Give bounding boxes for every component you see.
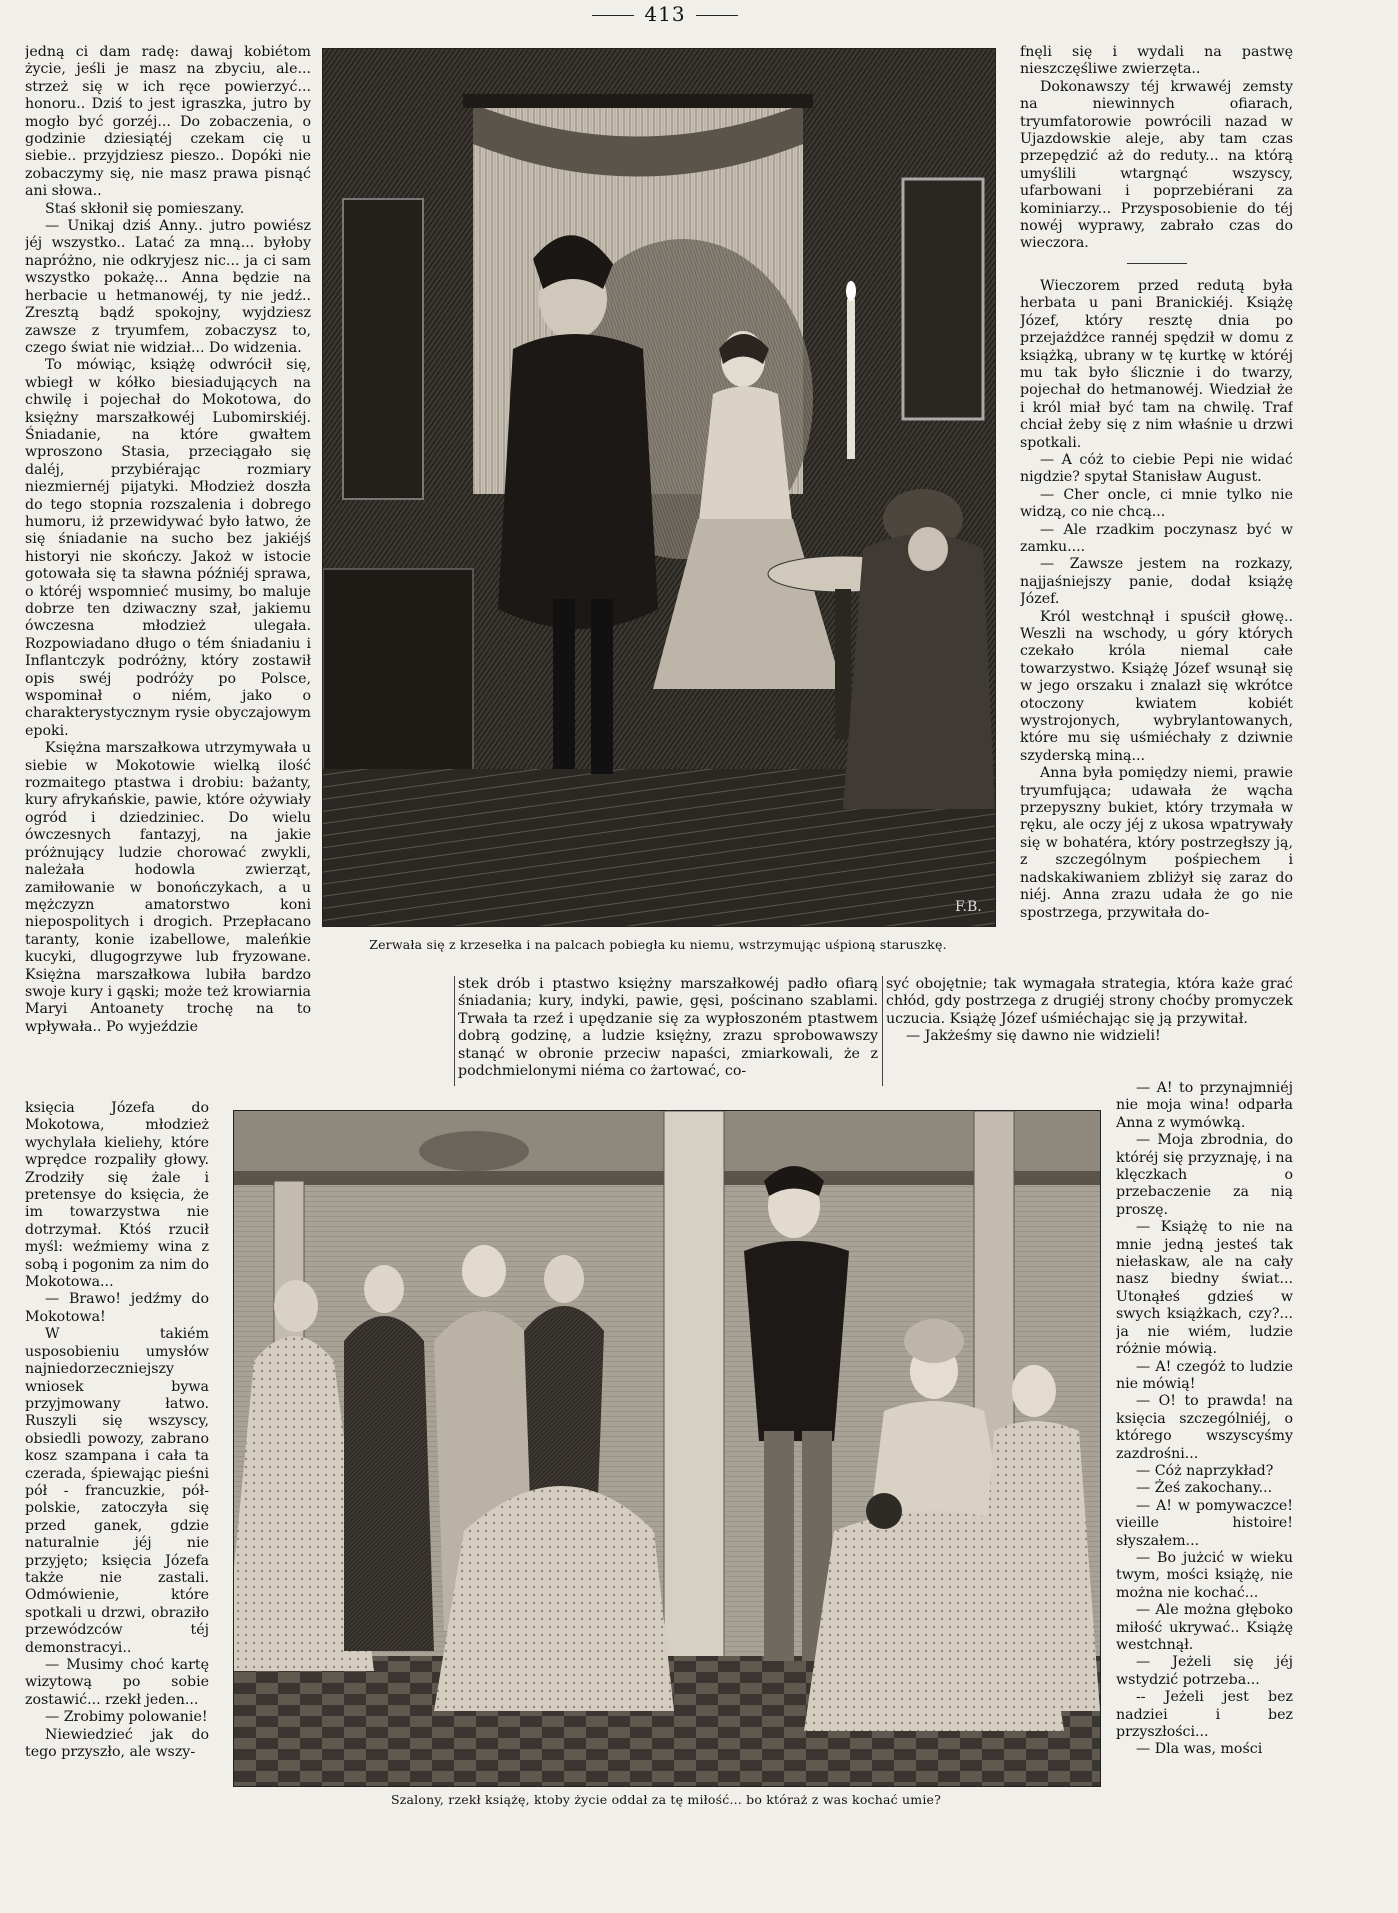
paragraph: — A! to przynajmniéj nie moja wina! odparła Anna z wymówką.	[1116, 1080, 1293, 1131]
paragraph: Staś skłonił się pomieszany.	[45, 200, 245, 217]
page-number: 413	[580, 2, 750, 26]
right-column-top	[1020, 44, 1293, 1054]
paragraph: — A cóż to ciebie Pepi nie widać nigdzie? spytał Stanisław August.	[1020, 451, 1293, 486]
paragraph: — Książę to nie na mnie jedną jesteś tak niełaskaw, ale na cały nasz biedny świat... Utonąłeś gdzieś w swych książkach, czy?... ja nie wiém, ludzie różnie mówią.	[1116, 1219, 1293, 1358]
left-column-top	[25, 44, 311, 1104]
paragraph: jedną ci dam radę: dawaj kobiétom życie, jeśli je masz na zbyciu, ale... strzeż się w ich ręce powierzyć... honoru.. Dziś to jest igraszka, jutro by mogło być gorzéj... Do zobaczenia, o godzinie dziesiątéj czekam cię u siebie.. przyjdziesz pieszo.. Dopóki nie zobaczymy się, nie masz prawa pisnąć ani słowa..	[25, 44, 311, 200]
left-column-continuation	[25, 976, 452, 1086]
paragraph: — Dla was, mości	[1136, 1741, 1263, 1758]
paragraph: — Unikaj dziś Anny.. jutro powiész jéj wszystko.. Latać za mną... byłoby napróżno, nie odkryjesz nic... ja ci sam wszystko pokażę... Anna będzie na herbacie u hetmanowéj, ty nie jedź.. Zresztą bądź spokojny, wyjdziesz zawsze z tryumfem, zobaczysz to, czego świat nie widział... Do widzenia.	[25, 218, 311, 356]
paragraph: — Ale można głęboko miłość ukrywać.. Książę westchnął.	[1116, 1602, 1293, 1653]
paragraph: Księżna marszałkowa utrzymywała u siebie w Mokotowie wielką ilość rozmaitego ptastwa i drobiu: bażanty, kury afrykańskie, pawie, które ożywiały ogród i dziedziniec. Do wielu ówczesnych fantazyj, na jakie próżnujący ludzie chorować zwykli, należała hodowla zwierząt, zamiłowanie w bonończykach, a u mężczyzn amatorstwo koni niepospolitych i drogich. Przepłacano taranty, konie izabellowe, maleńkie kucyki, dlugogrzywe lub fryzowane. Księżna marszałkowa lubiła bardzo swoje kury i gąski; może też krowiarnia Maryi Antoanety trochę na to wpływała.. Po wyjeździe	[25, 740, 311, 1035]
paragraph: syć obojętnie; tak wymagała strategia, która każe grać chłód, gdy postrzega z drugiéj strony choćby promyczek uczucia. Książę Józef uśmiéchając się ją przywitał.	[886, 976, 1293, 1027]
artist-signature: F.B.	[955, 899, 982, 915]
paragraph: Anna była pomiędzy niemi, prawie tryumfująca; udawała że wącha przepyszny bukiet, który trzymała w ręku, ale oczy jéj z ukosa wpatrywały się w bohatéra, który postrzegłszy ją, z szczególnym pośpiechem i nadskakiwaniem zbliżył się zaraz do niéj. Anna zrazu udała że go nie spostrzega, przywitała do-	[1020, 765, 1293, 921]
paragraph: księcia Józefa do Mokotowa, młodzież wychylała kieliehy, które wprędce rozpaliły głowy. Zrodziły się żale i pretensye do księcia, że im towarzystwa nie dotrzymał. Któś rzucił myśl: weźmiemy wina z sobą i pogonim za nim do Mokotowa...	[25, 1100, 209, 1291]
paragraph: W takiém usposobieniu umysłów najniedorzeczniejszy wniosek bywa przyjmowany łatwo. Ruszyli się wszyscy, obsiedli powozy, zabrano kosz szampana i cała ta czerada, śpiewając pieśni pół - francuzkie, pół-polskie, zatoczyła się przed ganek, gdzie naturalnie jéj nie przyjęto; księcia Józefa także nie zastali. Odmówienie, które spotkali u drzwi, obraziło przewódzców téj demonstracyi..	[25, 1326, 209, 1656]
column-divider	[454, 976, 455, 1086]
paragraph: — Cóż naprzykład?	[1136, 1462, 1274, 1479]
middle-right-column	[886, 976, 1293, 1086]
paragraph: Wieczorem przed redutą była herbata u pani Branickiéj. Książę Józef, który resztę dnia po przejażdżce rannéj spędził w domu z książką, ubrany w tę kurtkę w któréj mu tak było ślicznie i do twarzy, pojechał do hetmanowéj. Wiedział że i król miał być tam na chwilę. Traf chciał żeby się z nim właśnie u drzwi spotkali.	[1020, 277, 1293, 451]
paragraph: — Musimy choć kartę wizytową po sobie zostawić... rzekł jeden...	[25, 1657, 209, 1708]
paragraph: — Cher oncle, ci mnie tylko nie widzą, co nie chcą...	[1020, 486, 1293, 521]
top-illustration-caption: Zerwała się z krzesełka i na palcach pobiegła ku niemu, wstrzymując uśpioną staruszkę.	[369, 937, 947, 952]
paragraph: — A! w pomywaczce! vieille histoire! słyszałem...	[1116, 1497, 1293, 1549]
paragraph: — Żeś zakochany...	[1136, 1480, 1273, 1497]
middle-column	[458, 976, 878, 1086]
paragraph: Król westchnął i spuścił głowę.. Weszli na wschody, u góry których czekało króla niemal całe towarzystwo. Książę Józef wsunął się w jego orszaku i znalazł się wkrótce otoczony kwiatem kobiét wystrojonych, wybrylantowanych, które mu się uśmiéchały z dziwnie szyderską miną...	[1020, 608, 1293, 764]
paragraph: Niewiedzieć jak do tego przyszło, ale wszy-	[25, 1726, 209, 1761]
paragraph: — A! czegóż to ludzie nie mówią!	[1116, 1358, 1293, 1392]
paragraph: -- Jeżeli jest bez nadziei i bez przyszłości...	[1116, 1689, 1293, 1741]
paragraph: — Brawo! jedźmy do Mokotowa!	[25, 1291, 209, 1325]
paragraph: — Jeżeli się jéj wstydzić potrzeba...	[1116, 1654, 1293, 1688]
bottom-illustration-caption: Szalony, rzekł książę, ktoby życie oddał za tę miłość... bo któraż z was kochać umie?	[390, 1792, 942, 1807]
paragraph: — Ale rzadkim poczynasz być w zamku....	[1020, 521, 1293, 555]
paragraph: fnęli się i wydali na pastwę nieszczęśliwe zwierzęta..	[1020, 44, 1293, 78]
paragraph: — O! to prawda! na księcia szczególniéj, o którego wszyscyśmy zazdrośni...	[1116, 1393, 1293, 1462]
right-column-bottom	[1116, 1080, 1293, 1880]
section-separator	[1127, 263, 1187, 264]
paragraph: — Zrobimy polowanie!	[45, 1709, 208, 1726]
paragraph: — Moja zbrodnia, do któréj się przyznaję, i na klęczkach o przebaczenie za nią proszę.	[1116, 1132, 1293, 1218]
paragraph: — Jakżeśmy się dawno nie widzieli!	[906, 1028, 1161, 1045]
paragraph: — Zawsze jestem na rozkazy, najjaśniejszy panie, dodał książę Józef.	[1020, 556, 1293, 608]
paragraph: — Bo jużcić w wieku twym, mości książę, nie można nie kochać...	[1116, 1549, 1293, 1601]
column-divider	[882, 976, 883, 1086]
bottom-illustration	[233, 1110, 1101, 1787]
top-illustration	[322, 48, 996, 927]
paragraph: Dokonawszy téj krwawéj zemsty na niewinnych ofiarach, tryumfatorowie powrócili nazad w Ujazdowskie aleje, aby tam czas przepędzić aż do reduty... na którą umyślili wtargnąć wszyscy, ufarbowani i poprzebiérani za kominiarzy... Przysposobienie do téj nowéj wyprawy, zabrało czas do wieczora.	[1020, 78, 1293, 252]
paragraph: To mówiąc, książę odwrócił się, wbiegł w kółko biesiadujących na chwilę i pojechał do Mokotowa, do księżny marszałkowéj Lubomirskiéj. Śniadanie, na które gwałtem wproszono Stasia, przeciągało się daléj, przybiérając rozmiary niezmiernéj pijatyki. Młodzież doszła do tego stopnia rozszalenia i dobrego humoru, iż przewidywać było łatwo, że się śniadanie na sucho bez jakiéjś historyi nie skończy. Jakoż w istocie gotowała się ta sławna późniéj sprawa, o któréj wspomnieć musimy, bo maluje dobrze ten dziwaczny szał, jakiemu ówczesna młodzież ulegała. Rozpowiadano długo o tém śniadaniu i Inflantczyk podróżny, który zostawił opis swéj podróży po Polsce, wspominał o niém, jako o charakterystycznym rysie obyczajowym epoki.	[25, 357, 311, 739]
paragraph: stek drób i ptastwo księżny marszałkowéj padło ofiarą śniadania; kury, indyki, pawie, gęsi, pościnano szablami. Trwała ta rzeź i upędzanie się za wypłoszoném ptastwem dobrą godzinę, a ludzie księżny, zrazu sprobowawszy stanąć w obronie przeciw napaści, zmiarkowali, że z podchmielonymi niéma co żartować, co-	[458, 976, 878, 1080]
left-column-bottom	[25, 1100, 209, 1880]
